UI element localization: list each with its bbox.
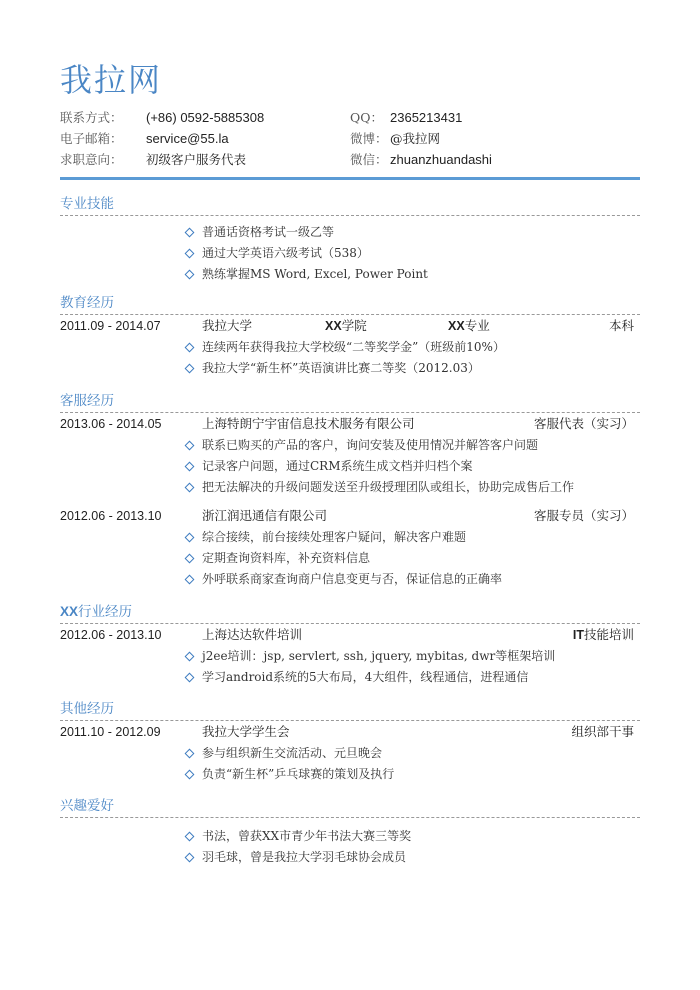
other-entry bbox=[60, 721, 640, 743]
objective-value: 初级客户服务代表 bbox=[146, 152, 247, 167]
diamond-bullet-icon bbox=[185, 343, 195, 353]
entry-date: 2012.06 - 2013.10 bbox=[60, 628, 162, 642]
section-title: 客服经历 bbox=[60, 393, 114, 409]
diamond-bullet-icon bbox=[185, 228, 195, 238]
diamond-bullet-icon bbox=[185, 270, 195, 280]
header-divider bbox=[60, 177, 640, 180]
phone-value: (+86) 0592-5885308 bbox=[146, 110, 265, 125]
weibo-label: 微博： bbox=[350, 131, 388, 146]
list-item: 负责“新生杯”乒乓球赛的策划及执行 bbox=[60, 764, 640, 785]
wechat-label: 微信： bbox=[350, 152, 388, 167]
diamond-bullet-icon bbox=[185, 575, 195, 585]
section-skills bbox=[60, 195, 640, 285]
training-role: IT技能培训 bbox=[572, 627, 634, 642]
list-item: 把无法解决的升级问题发送至升级授理团队或组长，协助完成售后工作 bbox=[60, 477, 640, 498]
list-item: 综合接续，前台接续处理客户疑问，解决客户难题 bbox=[60, 527, 640, 548]
list-item: 熟练掌握MS Word, Excel, Power Point bbox=[60, 264, 640, 285]
candidate-name: 我拉网 bbox=[60, 61, 163, 99]
job-role: 客服代表（实习） bbox=[533, 416, 634, 431]
section-education bbox=[60, 294, 640, 379]
section-service bbox=[60, 392, 640, 590]
entry-date: 2012.06 - 2013.10 bbox=[60, 509, 162, 523]
list-item: 学习android系统的5大布局，4大组件，线程通信，进程通信 bbox=[60, 667, 640, 688]
section-title: 专业技能 bbox=[60, 196, 114, 212]
list-item: 我拉大学“新生杯”英语演讲比赛二等奖（2012.03） bbox=[60, 358, 640, 379]
email-label: 电子邮箱： bbox=[60, 131, 123, 146]
list-item: 书法，曾获XX市青少年书法大赛三等奖 bbox=[60, 826, 640, 847]
list-item: 连续两年获得我拉大学校级“二等奖学金”（班级前10%） bbox=[60, 337, 640, 358]
school-name: 我拉大学 bbox=[202, 318, 253, 333]
company-name: 浙江润迅通信有限公司 bbox=[202, 508, 328, 523]
phone-label: 联系方式： bbox=[60, 110, 123, 125]
degree: 本科 bbox=[608, 318, 634, 333]
info-row bbox=[60, 149, 640, 170]
diamond-bullet-icon bbox=[185, 652, 195, 662]
diamond-bullet-icon bbox=[185, 832, 195, 842]
list-item: 普通话资格考试一级乙等 bbox=[60, 222, 640, 243]
diamond-bullet-icon bbox=[185, 749, 195, 759]
diamond-bullet-icon bbox=[185, 533, 195, 543]
email-value[interactable]: service@55.la bbox=[146, 131, 229, 146]
entry-date: 2013.06 - 2014.05 bbox=[60, 417, 162, 431]
job-entry bbox=[60, 505, 640, 527]
diamond-bullet-icon bbox=[185, 462, 195, 472]
training-entry bbox=[60, 624, 640, 646]
list-item: 外呼联系商家查询商户信息变更与否，保证信息的正确率 bbox=[60, 569, 640, 590]
section-title: XX行业经历 bbox=[60, 604, 133, 620]
major-name: XX专业 bbox=[448, 318, 490, 333]
section-other bbox=[60, 700, 640, 785]
diamond-bullet-icon bbox=[185, 770, 195, 780]
diamond-bullet-icon bbox=[185, 673, 195, 683]
diamond-bullet-icon bbox=[185, 249, 195, 259]
qq-value: 2365213431 bbox=[390, 110, 463, 125]
list-item: 参与组织新生交流活动、元旦晚会 bbox=[60, 743, 640, 764]
objective-label: 求职意向： bbox=[60, 152, 123, 167]
section-title: 其他经历 bbox=[60, 701, 114, 717]
diamond-bullet-icon bbox=[185, 554, 195, 564]
list-item: 定期查询资料库，补充资料信息 bbox=[60, 548, 640, 569]
list-item: 记录客户问题，通过CRM系统生成文档并归档个案 bbox=[60, 456, 640, 477]
diamond-bullet-icon bbox=[185, 483, 195, 493]
section-industry bbox=[60, 603, 640, 688]
info-row bbox=[60, 128, 640, 149]
section-hobbies bbox=[60, 797, 640, 868]
entry-date: 2011.10 - 2012.09 bbox=[60, 725, 161, 739]
entry-date: 2011.09 - 2014.07 bbox=[60, 319, 161, 333]
section-title: 教育经历 bbox=[60, 295, 114, 311]
org-role: 组织部干事 bbox=[571, 724, 634, 739]
list-item: 羽毛球，曾是我拉大学羽毛球协会成员 bbox=[60, 847, 640, 868]
list-item: 通过大学英语六级考试（538） bbox=[60, 243, 640, 264]
job-entry bbox=[60, 413, 640, 435]
org-name: 我拉大学学生会 bbox=[202, 724, 290, 739]
weibo-value: @我拉网 bbox=[390, 131, 441, 146]
company-name: 上海达达软件培训 bbox=[202, 627, 303, 642]
job-role: 客服专员（实习） bbox=[533, 508, 634, 523]
section-title: 兴趣爱好 bbox=[60, 798, 114, 814]
diamond-bullet-icon bbox=[185, 441, 195, 451]
college-name: XX学院 bbox=[325, 318, 367, 333]
company-name: 上海特朗宁宇宙信息技术服务有限公司 bbox=[202, 416, 415, 431]
contact-info bbox=[60, 107, 640, 170]
qq-label: QQ： bbox=[350, 110, 383, 125]
list-item: j2ee培训：jsp, servlert, ssh, jquery, mybitas, dwr等框架培训 bbox=[60, 646, 640, 667]
diamond-bullet-icon bbox=[185, 364, 195, 374]
diamond-bullet-icon bbox=[185, 853, 195, 863]
wechat-value: zhuanzhuandashi bbox=[390, 152, 492, 167]
list-item: 联系已购买的产品的客户，询问安装及使用情况并解答客户问题 bbox=[60, 435, 640, 456]
info-row bbox=[60, 107, 640, 128]
education-entry bbox=[60, 315, 640, 337]
